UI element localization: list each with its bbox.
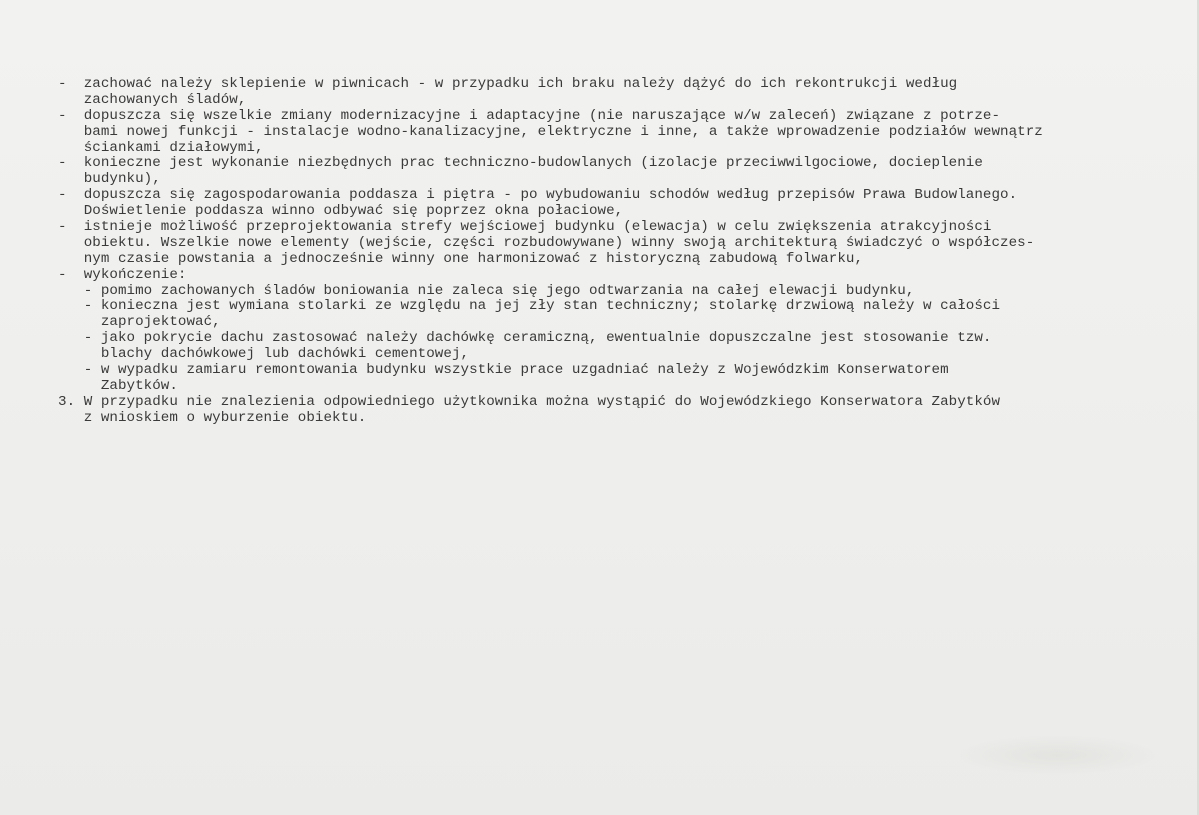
text-line: - dopuszcza się zagospodarowania poddasza i piętra - po wybudowaniu schodów według przepisów Prawa Budowlanego. xyxy=(58,187,1018,204)
paper-smudge xyxy=(957,735,1157,775)
text-line: - dopuszcza się wszelkie zmiany modernizacyjne i adaptacyjne (nie naruszające w/w zaleceń) związane z potrze- xyxy=(58,107,1001,124)
text-line: Zabytków. xyxy=(58,377,178,394)
text-line: z wnioskiem o wyburzenie obiektu. xyxy=(58,409,367,426)
text-line: blachy dachówkowej lub dachówki cementowej, xyxy=(58,346,470,363)
text-line: ściankami działowymi, xyxy=(58,139,264,156)
text-line: 3. W przypadku nie znalezienia odpowiedniego użytkownika można wystąpić do Wojewódzkiego Konserwatora Zabytków xyxy=(58,393,1001,410)
text-line: bami nowej funkcji - instalacje wodno-kanalizacyjne, elektryczne i inne, a także wprowadzenie podziałów wewnątrz xyxy=(58,123,1043,140)
text-line: - konieczna jest wymiana stolarki ze względu na jej zły stan techniczny; stolarkę drzwiową należy w całości xyxy=(58,298,1001,315)
text-line: - pomimo zachowanych śladów boniowania nie zaleca się jego odtwarzania na całej elewacji budynku, xyxy=(58,282,915,299)
document-body xyxy=(58,77,1178,427)
text-line: Doświetlenie poddasza winno odbywać się poprzez okna połaciowe, xyxy=(58,203,624,220)
text-line: obiektu. Wszelkie nowe elementy (wejście, części rozbudowywane) winny swoją architekturą świadczyć o współczes- xyxy=(58,234,1035,251)
text-line: nym czasie powstania a jednocześnie winny one harmonizować z historyczną zabudową folwarku, xyxy=(58,250,864,267)
text-line: - wykończenie: xyxy=(58,266,187,283)
text-line: zachowanych śladów, xyxy=(58,91,247,108)
text-line: - w wypadku zamiaru remontowania budynku wszystkie prace uzgadniać należy z Wojewódzkim Konserwatorem xyxy=(58,362,949,379)
text-line: - zachować należy sklepienie w piwnicach - w przypadku ich braku należy dążyć do ich rekontrukcji według xyxy=(58,76,958,92)
text-line: - istnieje możliwość przeprojektowania strefy wejściowej budynku (elewacja) w celu zwiększenia atrakcyjności xyxy=(58,219,992,236)
text-line: - konieczne jest wykonanie niezbędnych prac techniczno-budowlanych (izolacje przeciwwilgociowe, docieplenie xyxy=(58,155,983,172)
text-line: budynku), xyxy=(58,171,161,188)
text-line: zaprojektować, xyxy=(58,314,221,331)
text-line: - jako pokrycie dachu zastosować należy dachówkę ceramiczną, ewentualnie dopuszczalne jest stosowanie tzw. xyxy=(58,330,992,347)
